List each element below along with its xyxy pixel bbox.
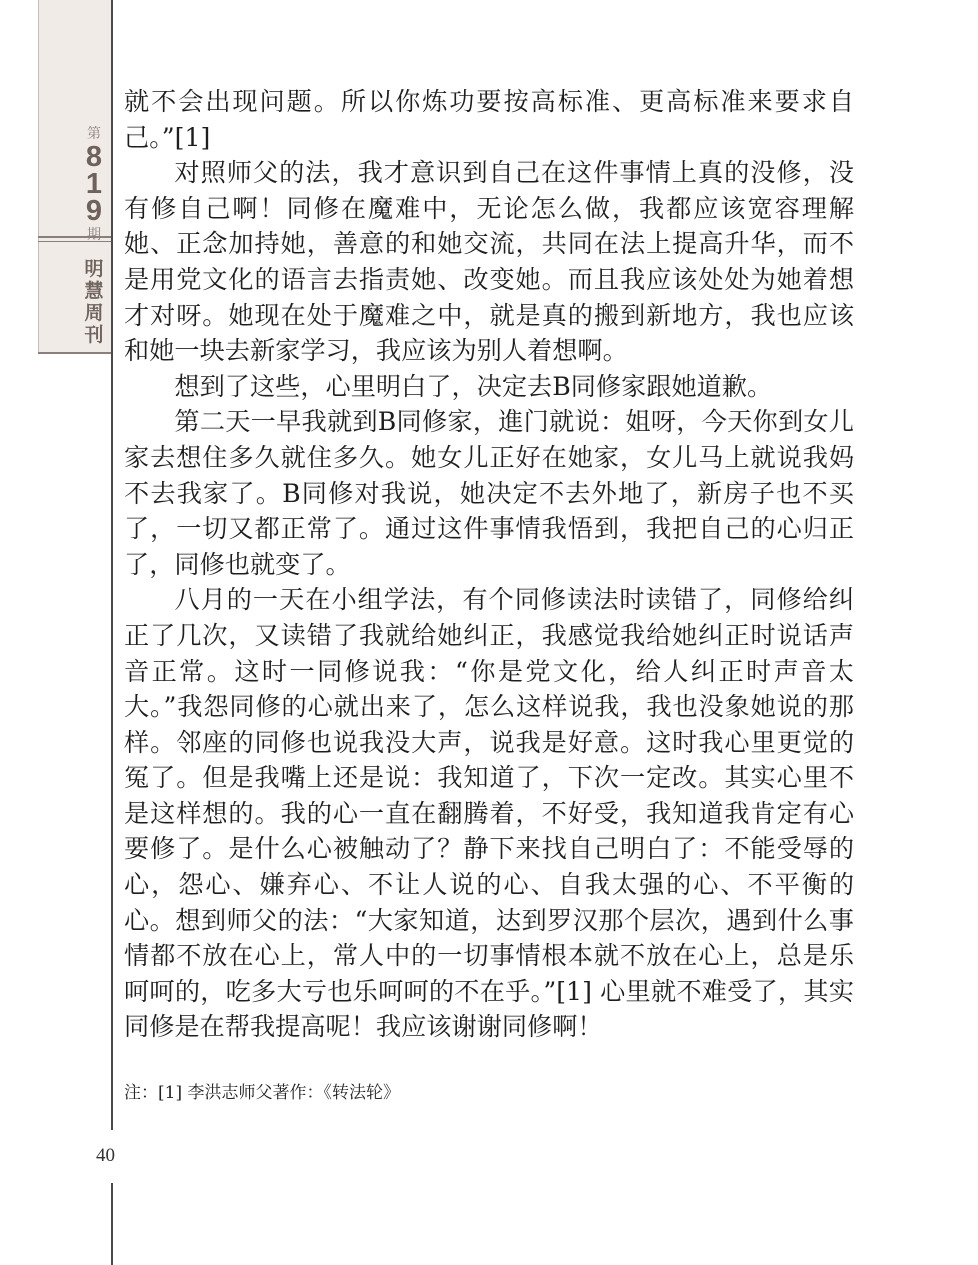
paragraph: 对照师父的法，我才意识到自己在这件事情上真的没修，没有修自己啊！同修在魔难中，无论怎么做，我都应该宽容理解她、正念加持她，善意的和她交流，共同在法上提高升华，而不是用党文化的语言去指责她、改变她。而且我应该处处为她着想才对呀。她现在处于魔难之中，就是真的搬到新地方，我也应该和她一块去新家学习，我应该为别人着想啊。 — [124, 158, 854, 366]
footnote: 注：[1] 李洪志师父著作：《转法轮》 — [124, 1083, 400, 1103]
article-body — [124, 84, 854, 1045]
margin-rule-lower — [111, 1183, 113, 1265]
publication-name — [80, 258, 108, 346]
issue-digit: 9 — [85, 195, 103, 227]
issue-suffix: 期 — [87, 227, 101, 243]
paragraph: 想到了这些，心里明白了，决定去B同修家跟她道歉。 — [174, 371, 773, 401]
issue-digit: 8 — [85, 141, 103, 173]
paragraph: 第二天一早我就到B同修家，進门就说：姐呀，今天你到女儿家去想住多久就住多久。她女儿正好在她家，女儿马上就说我妈不去我家了。B同修对我说，她决定不去外地了，新房子也不买了，一切又都正常了。通过这件事情我悟到，我把自己的心归正了，同修也就变了。 — [124, 407, 854, 579]
page-number: 40 — [96, 1145, 115, 1166]
publication-char: 刊 — [84, 324, 104, 346]
publication-char: 慧 — [84, 280, 104, 302]
paragraph: 八月的一天在小组学法，有个同修读法时读错了，同修给纠正了几次，又读错了我就给她纠正，我感觉我给她纠正时说话声音正常。这时一同修说我：“你是党文化，给人纠正时声音太大。”我怨同修的心就出来了，怎么这样说我，我也没象她说的那样。邻座的同修也说我没大声，说我是好意。这时我心里更觉的冤了。但是我嘴上还是说：我知道了，下次一定改。其实心里不是这样想的。我的心一直在翻腾着，不好受，我知道我肯定有心要修了。是什么心被触动了？静下来找自己明白了：不能受辱的心，怨心、嫌弃心、不让人说的心、自我太强的心、不平衡的心。想到师父的法：“大家知道，达到罗汉那个层次，遇到什么事情都不放在心上，常人中的一切事情根本就不放在心上，总是乐呵呵的，吃多大亏也乐呵呵的不在乎。”[1] 心里就不难受了，其实同修是在帮我提高呢！我应该谢谢同修啊！ — [124, 585, 854, 1042]
sidebar-tab-divider — [38, 352, 112, 354]
sidebar-tab-edge — [38, 0, 39, 354]
issue-number — [76, 124, 112, 245]
publication-char: 明 — [84, 258, 104, 280]
publication-char: 周 — [84, 302, 104, 324]
issue-digit: 1 — [85, 168, 103, 200]
paragraph: 就不会出现问题。所以你炼功要按高标准、更高标准来要求自己。”[1] — [124, 87, 854, 152]
issue-prefix: 第 — [87, 126, 101, 142]
